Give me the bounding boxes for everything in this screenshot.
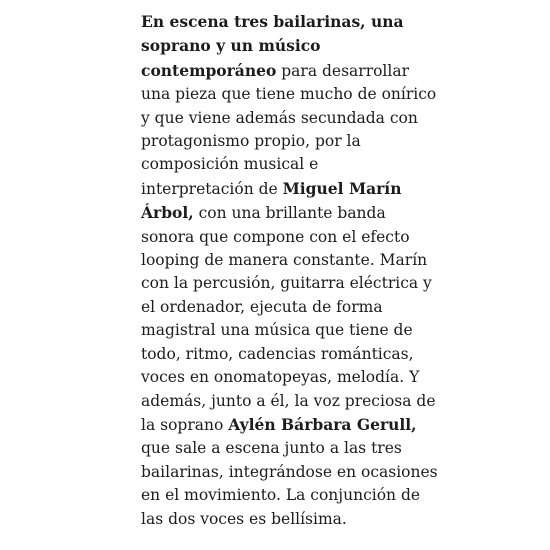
text-segment: looping de manera constante. Marín bbox=[141, 251, 428, 270]
text-line bbox=[141, 319, 441, 342]
text-segment: interpretación de bbox=[141, 179, 283, 198]
text-line bbox=[141, 413, 441, 437]
bold-text-segment: En escena tres bailarinas, una bbox=[141, 12, 404, 31]
text-line bbox=[141, 390, 441, 413]
text-line bbox=[141, 508, 441, 531]
article-paragraph bbox=[141, 10, 441, 531]
text-line bbox=[141, 296, 441, 319]
text-line bbox=[141, 484, 441, 507]
text-segment: voces en onomatopeyas, melodía. Y bbox=[141, 368, 420, 387]
text-segment: el ordenador, ejecuta de forma bbox=[141, 297, 383, 316]
text-segment: con la percusión, guitarra eléctrica y bbox=[141, 274, 432, 293]
text-line bbox=[141, 226, 441, 249]
bold-text-segment: Miguel Marín bbox=[282, 178, 402, 198]
text-line bbox=[141, 272, 441, 295]
bold-text-segment: Aylén Bárbara Gerull, bbox=[228, 414, 417, 434]
text-line bbox=[141, 201, 441, 225]
text-segment: una pieza que tiene mucho de onírico bbox=[141, 85, 437, 104]
text-segment: magistral una música que tiene de bbox=[141, 321, 413, 340]
text-line bbox=[141, 83, 441, 106]
text-line bbox=[141, 461, 441, 484]
bold-text-segment: contemporáneo bbox=[141, 60, 277, 80]
text-segment: todo, ritmo, cadencias románticas, bbox=[141, 344, 414, 363]
text-line bbox=[141, 59, 441, 83]
text-line bbox=[141, 249, 441, 272]
text-segment: en el movimiento. La conjunción de bbox=[141, 486, 421, 505]
text-line bbox=[141, 153, 441, 176]
text-segment: las dos voces es bellísima. bbox=[141, 509, 347, 528]
text-segment: con una brillante banda bbox=[193, 204, 386, 223]
text-segment: que sale a escena junto a las tres bbox=[141, 439, 402, 458]
text-line bbox=[141, 10, 441, 34]
text-line bbox=[141, 130, 441, 153]
text-segment: la soprano bbox=[141, 415, 229, 434]
text-line bbox=[141, 34, 441, 58]
text-segment: composición musical e bbox=[141, 155, 319, 174]
text-line bbox=[141, 177, 441, 201]
text-segment: bailarinas, integrándose en ocasiones bbox=[141, 462, 438, 481]
text-segment: sonora que compone con el efecto bbox=[141, 227, 410, 246]
text-segment: y que viene además secundada con bbox=[141, 108, 418, 127]
text-segment: además, junto a él, la voz preciosa de bbox=[141, 391, 436, 410]
text-segment: para desarrollar bbox=[276, 61, 410, 80]
text-line bbox=[141, 366, 441, 389]
bold-text-segment: soprano y un músico bbox=[141, 36, 321, 56]
text-line bbox=[141, 437, 441, 460]
text-line bbox=[141, 343, 441, 366]
text-line bbox=[141, 107, 441, 130]
text-segment: protagonismo propio, por la bbox=[141, 132, 361, 151]
bold-text-segment: Árbol, bbox=[141, 203, 194, 223]
